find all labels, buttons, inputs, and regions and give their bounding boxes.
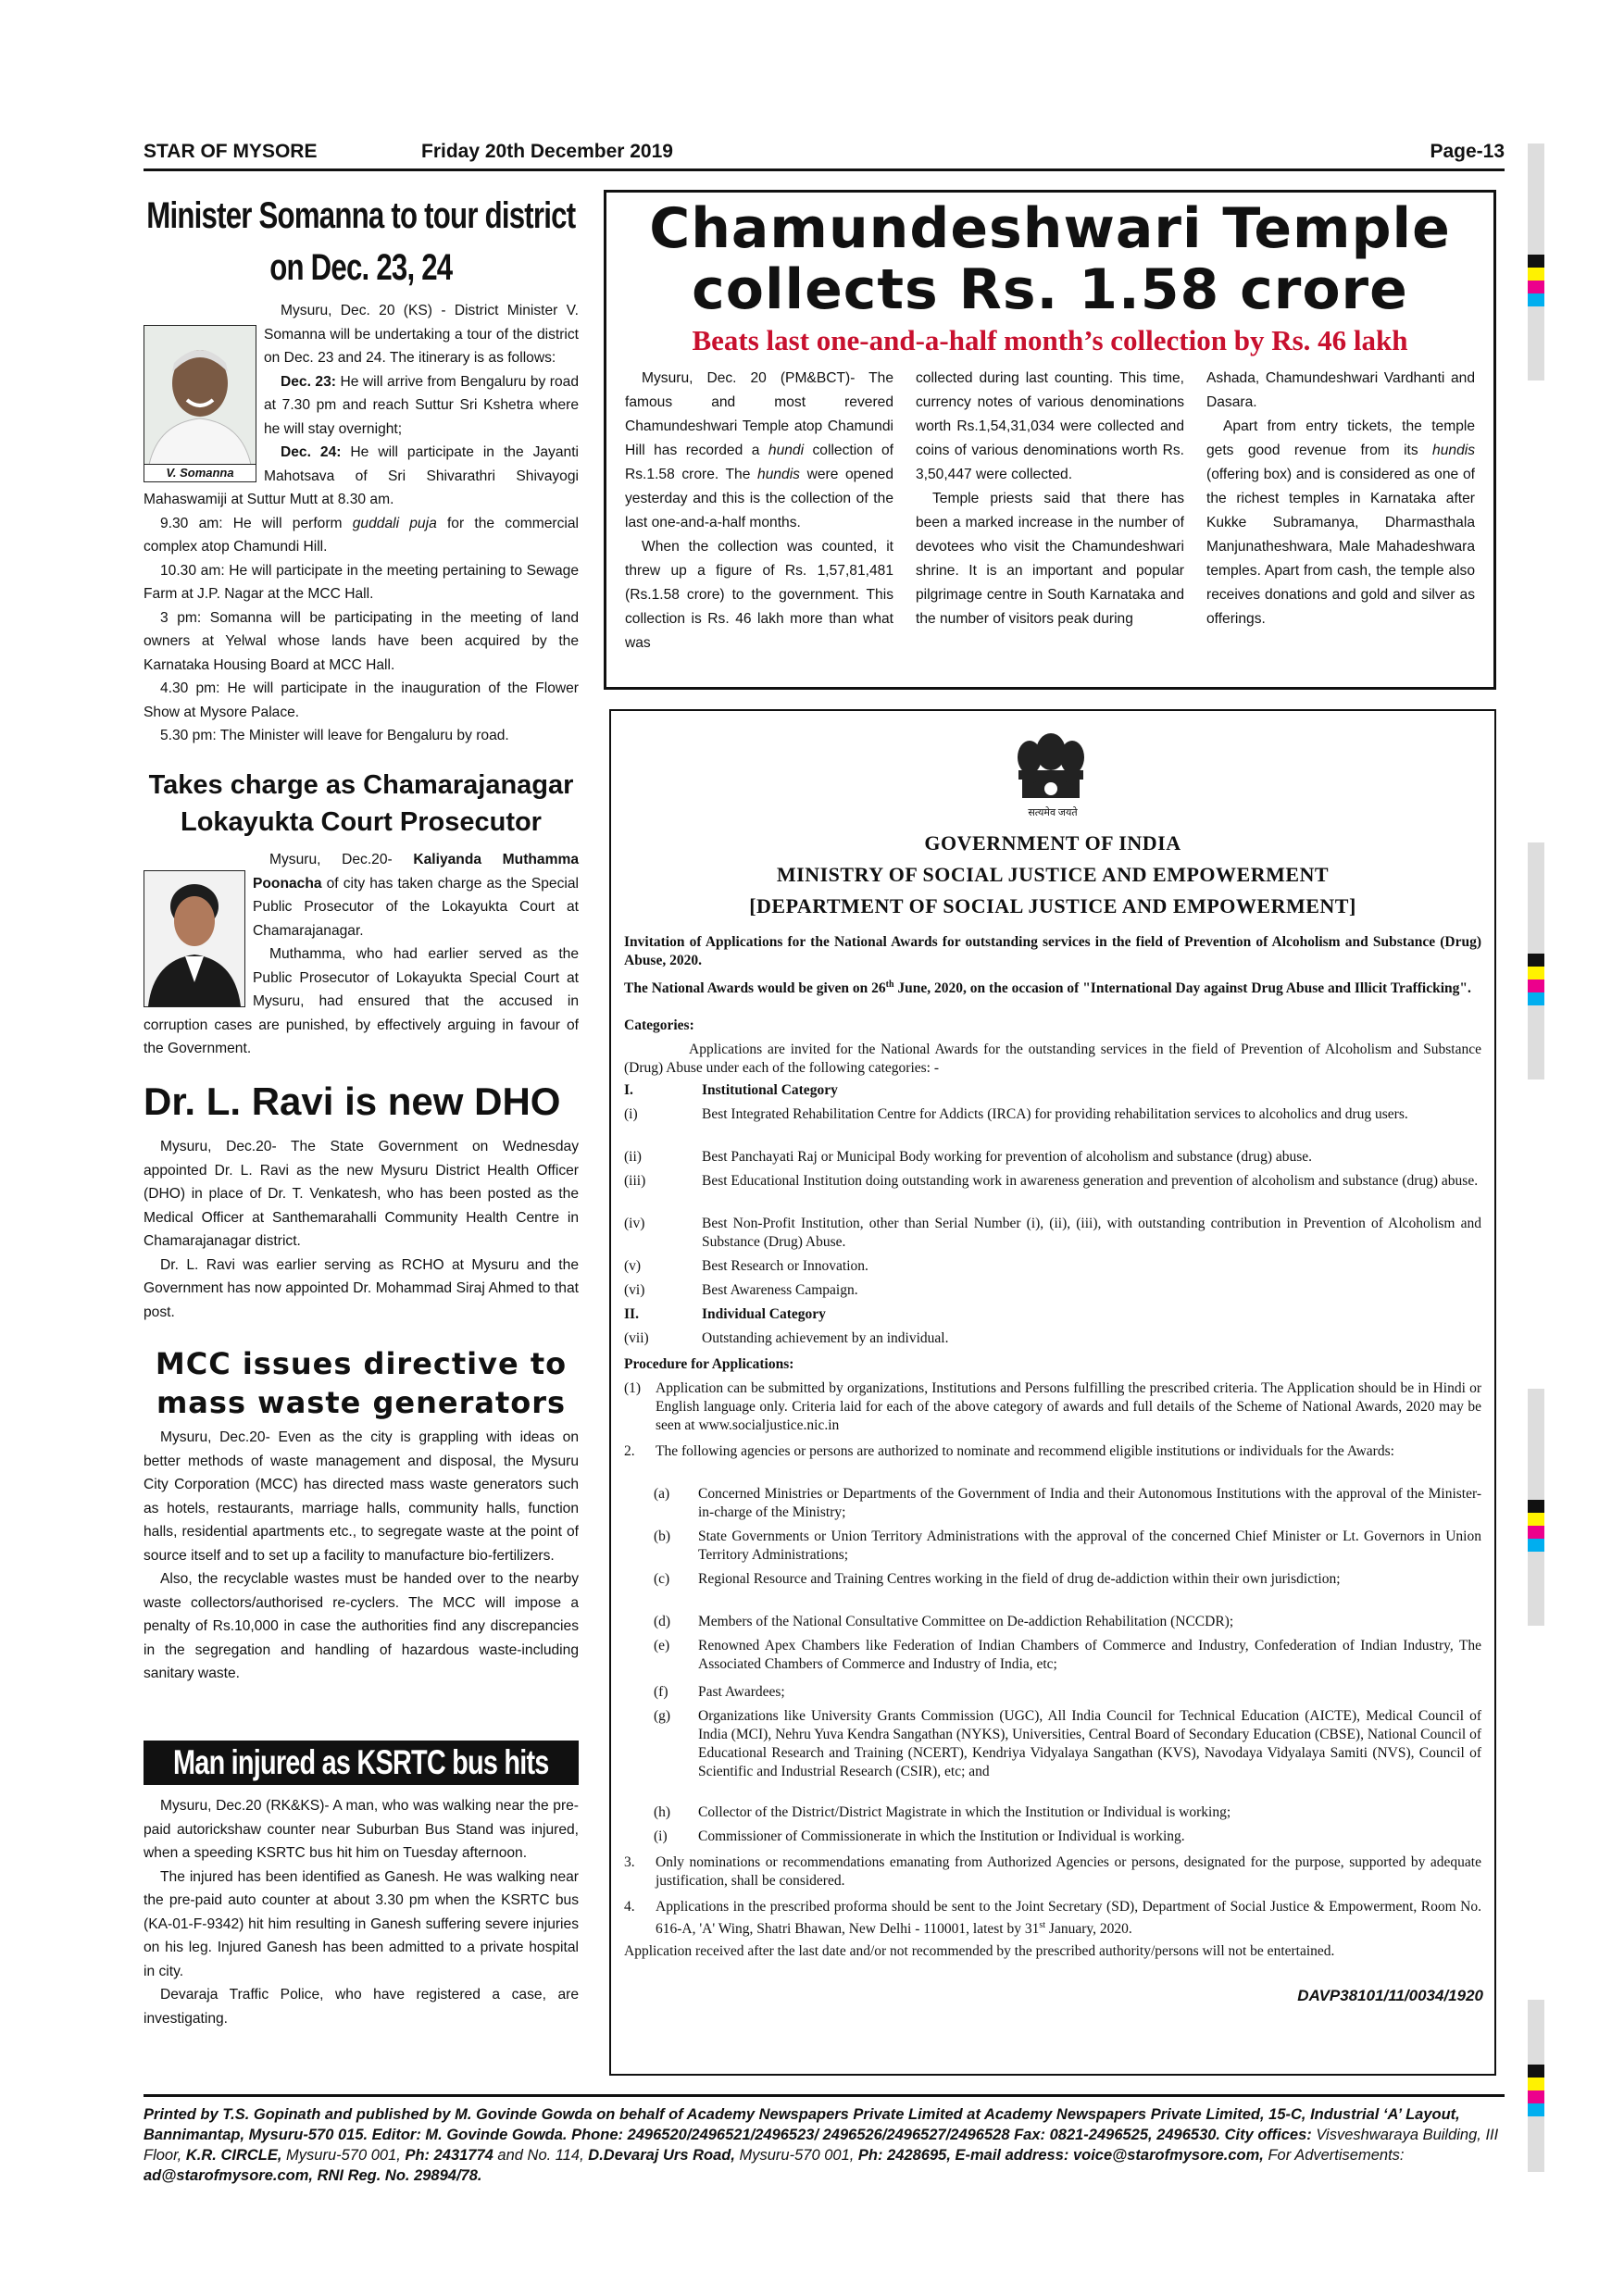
ad-invitation: Invitation of Applications for the National Awards for outstanding services in the field of Prevention of Alcoholism and Substance (Drug) Abuse, 2020. [624,934,1481,968]
paragraph: Mysuru, Dec. 20 (PM&BCT)- The famous and most revered Chamundeshwari Temple atop Chamundi Hill has recorded a hundi collection of Rs.1.58 crore. The hundis were opened yesterday and this is the collection of the last one-and-a-half months. [625,370,894,530]
emblem-motto: सत्यमेव जयते [1028,807,1078,818]
davp-code: DAVP38101/11/0034/1920 [1297,1987,1483,2004]
paragraph: 3 pm: Somanna will be participating in the meeting of land owners at Yelwal whose lands have been acquired by the Karnataka Housing Board at MCC Hall. [144,609,579,673]
registration-strip [1528,144,1544,381]
ad-heading-2: MINISTRY OF SOCIAL JUSTICE AND EMPOWERMENT [776,863,1330,886]
paragraph: Also, the recyclable wastes must be handed over to the nearby waste collectors/authorised re-cyclers. The MCC will impose a penalty of Rs.10,000 in case the authorities find any discrepancies in the segregation and handling of hazardous waste-including sanitary waste. [144,1571,579,1681]
footer-imprint: Printed by T.S. Gopinath and published by M. Govinde Gowda on behalf of Academy Newspapers Private Limited at Academy Newspapers Private Limited, 15-C, Industrial ‘A’ Layout, Bannimantap, Mysuru-570 015. Editor: M. Govinde Gowda. Phone: 2496520/2496521/2496523/ 2496526/2496527/2496528 Fax: 0821-2496525, 2496530. City offices: Visveshwaraya Building, III Floor, K.R. CIRCLE, Mysuru-570 001, Ph: 2431774 and No. 114, D.Devaraj Urs Road, Mysuru-570 001, Ph: 2428695, E-mail address: voice@starofmysore.com, For Advertisements: ad@starofmysore.com, RNI Reg. No. 29894/78. [144,2094,1505,2186]
article-columns [606,367,1493,655]
paragraph: collected during last counting. This time, currency notes of various denominations worth Rs.1,54,31,034 were collected and coins of various denominations worth Rs. 3,50,447 were collected. [916,370,1184,482]
paragraph: Dec. 23: He will arrive from Bengaluru by road at 7.30 pm and reach Suttur Sri Kshetra where he will stay overnight; [264,373,580,437]
article-somanna-tour [144,190,579,748]
paragraph: Temple priests said that there has been a marked increase in the number of devotees who visit the Chamundeshwari shrine. It is an important and popular pilgrimage centre in South Karnataka and the number of visitors peak during [916,491,1184,627]
ad-categories-heading: Categories: [624,1017,694,1033]
paragraph: 5.30 pm: The Minister will leave for Bengaluru by road. [160,728,509,743]
registration-strip [1528,2000,1544,2172]
article-ksrtc [144,1741,579,2030]
ad-procedure-heading: Procedure for Applications: [624,1356,794,1372]
column-2 [916,367,1184,655]
masthead [144,137,1505,171]
paragraph: When the collection was counted, it threw up a figure of Rs. 1,57,81,481 (Rs.1.58 crore) to the government. This collection is Rs. 46 lakh more than what was [625,539,893,651]
headline: MCC issues directive to mass waste generators [155,1346,568,1420]
paragraph: Ashada, Chamundeshwari Vardhanti and Dasara. [1206,370,1475,410]
column-1 [625,367,893,655]
photo-somanna [144,325,256,482]
ad-closing-note: Application received after the last date and/or not recommended by the prescribed authority/persons will not be entertained. [624,1943,1335,1959]
registration-strip [1528,842,1544,1079]
paragraph: Mysuru, Dec.20- Kaliyanda Muthamma Poonacha of city has taken charge as the Special Public Prosecutor of the Lokayukta Court at Chamarajanagar. [253,852,579,939]
paragraph: 4.30 pm: He will participate in the inauguration of the Flower Show at Mysore Palace. [144,680,579,720]
paragraph: 10.30 am: He will participate in the meeting pertaining to Sewage Farm at J.P. Nagar at the MCC Hall. [144,562,579,602]
paragraph: The injured has been identified as Ganesh. He was walking near the pre-paid auto counter at about 3.30 pm when the KSRTC bus (KA-01-F-9342) hit him resulting in Ganesh suffering severe injuries on his leg. Injured Ganesh has been admitted to a private hospital in city. [144,1868,579,1979]
government-advertisement: सत्यमेव जयते GOVERNMENT OF INDIA MINISTRY OF SOCIAL JUSTICE AND EMPOWERMENT [DEPARTMENT OF SOCIAL JUSTICE AND EMPOWERMENT] Invitation of Applications for the National Awards for outstanding services in the field of Prevention of Alcoholism and Substance (Drug) Abuse, 2020. The National Awards would be given on 26th June, 2020, on the occasion of "International Day against Drug Abuse and Illicit Trafficking". Categories: Applications are invited for the National Awards for the outstanding services in the field of Prevention of Alcoholism and Substance (Drug) Abuse under each of the following categories: - I. Institutional Category (i) Best Integrated Rehabilitation Centre for Addicts (IRCA) for providing rehabilitation services to alcoholics and drug users. (ii) Best Panchayati Raj or Municipal Body working for prevention of alcoholism and substance (drug) abuse. (iii) Best Educational Institution doing outstanding work in awareness generation and prevention of alcoholism and substance (drug) abuse. (iv) Best Non-Profit Institution, other than Serial Number (i), (ii), (iii), with outstanding contribution in Prevention of Alcoholism and Substance (Drug) Abuse. (v) Best Research or Innovation. (vi) Best Awareness Campaign. II. Individual Category (vii) Outstanding achievement by an individual. Procedure for Applications: (1) Application can be submitted by organizations, Institutions and Persons fulfilling the prescribed criteria. The Application should be in Hindi or English language only. Criteria laid for each of the above category of awards and full details of the Scheme of National Awards, 2020 may be seen at www.socialjustice.nic.in 2. The following agencies or persons are authorized to nominate and recommend eligible institutions or individuals for the Awards: (a) Concerned Ministries or Departments of the Government of India and their Autonomous Institutions with the approval of the Minister-in-charge of the Ministry; (b) State Governments or Union Territory Administrations with the approval of the concerned Chief Minister or Lt. Governors in Union Territory Administrations; (c) Regional Resource and Training Centres working in the field of drug de-addiction within their own jurisdiction; (d) Members of the National Consultative Committee on De-addiction Rehabilitation (NCCDR); (e) Renowned Apex Chambers like Federation of Indian Chambers of Commerce and Industry, Confederation of Indian Industry, The Associated Chambers of Commerce and Industry of India, etc; (f) Past Awardees; (g) Organizations like University Grants Commission (UGC), All India Council for Technical Education (AICTE), Medical Council of India (MCI), Nehru Yuva Kendra Sangathan (NYKS), Universities, Central Board of Secondary Education (CBSE), National Council of Educational Research and Training (NCERT), Kendriya Vidyalaya Sangathan (KVS), Navodaya Vidyalaya Samiti (NVS), Council of Scientific and Industrial Research (CSIR), etc; and (h) Collector of the District/District Magistrate in which the Institution or Individual is working; (i) Commissioner of Commissionerate in which the Institution or Individual is working. 3. Only nominations or recommendations emanating from Authorized Agencies or persons, designated for the purpose, supported by adequate justification, shall be considered. 4. Applications in the prescribed proforma should be sent to the Joint Secretary (SD), Department of Social Justice & Empowerment, Room No. 616-A, 'A' Wing, Shatri Bhawan, New Delhi - 110001, latest by 31st January, 2020. Application received after the last date and/or not recommended by the prescribed authority/persons will not be entertained. DAVP38101/11/0034/1920 [609,709,1496,2076]
paragraph: Dr. L. Ravi was earlier serving as RCHO at Mysuru and the Government has now appointed Dr. Mohammad Siraj Ahmed to that post. [144,1256,579,1320]
paragraph: Mysuru, Dec.20- The State Government on Wednesday appointed Dr. L. Ravi as the new Mysuru District Health Officer (DHO) in place of Dr. T. Venkatesh, who has been posted as the Medical Officer at Santhemarahalli Community Health Centre in Chamarajanagar district. [144,1139,579,1249]
website-link: www.socialjustice.nic.in [698,1417,840,1433]
article-mcc [144,1344,579,1686]
paragraph: Devaraja Traffic Police, who have registered a case, are investigating. [144,1987,579,2027]
column-3 [1206,367,1475,655]
paragraph: Apart from entry tickets, the temple gets good revenue from its hundis (offering box) and is considered as one of the richest temples in Karnataka after Kukke Subramanya, Dharmasthala Manjunatheshwara, Male Mahadeshwara temples. Apart from cash, the temple also receives donations and gold and silver as offerings. [1206,418,1475,627]
paragraph: Mysuru, Dec.20- Even as the city is grappling with ideas on better methods of waste management and disposal, the Mysuru City Corporation (MCC) has directed mass waste generators such as hotels, restaurants, marriage halls, community halls, function halls, residential apartments etc., to segregate waste at the point of source itself and to set up a facility to manufacture bio-fertilizers. [144,1429,579,1564]
subheadline: Beats last one-and-a-half month’s collection by Rs. 46 lakh [692,324,1408,356]
issue-date: Friday 20th December 2019 [421,141,673,162]
article-dho [144,1074,579,1324]
ad-categories-intro: Applications are invited for the National Awards for the outstanding services in the field of Prevention of Alcoholism and Substance (Drug) Abuse under each of the following categories: - [624,1042,1481,1076]
headline: Minister Somanna to tour district on Dec. 23, 24 [146,195,576,288]
article-temple-collection [604,190,1496,690]
registration-strip [1528,1389,1544,1626]
paragraph: Mysuru, Dec.20 (RK&KS)- A man, who was walking near the pre-paid autorickshaw counter near Suburban Bus Stand was injured, when a speeding KSRTC bus hit him on Tuesday afternoon. [144,1798,579,1861]
headline-line-2: collects Rs. 1.58 crore [692,257,1408,322]
ad-award-date: The National Awards would be given on 26th June, 2020, on the occasion of "International Day against Drug Abuse and Illicit Trafficking". [624,980,1471,997]
ad-heading-1: GOVERNMENT OF INDIA [924,831,1181,855]
photo-muthamma [144,870,245,1007]
paper-name: STAR OF MYSORE [144,141,318,162]
paragraph: Mysuru, Dec. 20 (KS) - District Minister V. Somanna will be undertaking a tour of the district on Dec. 23 and 24. The itinerary is as follows: [264,303,579,366]
paragraph: 9.30 am: He will perform guddali puja for the commercial complex atop Chamundi Hill. [144,515,579,555]
headline-line-1: Chamundeshwari Temple [649,196,1451,261]
photo-caption: V. Somanna [144,464,256,481]
headline-banner [144,1741,579,1785]
paragraph: Dec. 24: He will participate in the Jayanti Mahotsava of Sri Shivarathri Shivayogi Mahaswamiji at Suttur Mutt at 8.30 am. [144,444,579,507]
ad-heading-3: [DEPARTMENT OF SOCIAL JUSTICE AND EMPOWERMENT] [749,894,1356,917]
paragraph: Muthamma, who had earlier served as the Public Prosecutor of Lokayukta Special Court at Mysuru, had ensured that the accused in corruption cases are punished, by effectively arguing in favour of the Government. [144,946,579,1056]
page-number: Page-13 [1430,141,1505,162]
headline: Dr. L. Ravi is new DHO [144,1079,561,1123]
headline: Takes charge as Chamarajanagar Lokayukta Court Prosecutor [148,770,574,837]
article-prosecutor [144,767,579,1061]
headline: Man injured as KSRTC bus hits [173,1743,549,1781]
